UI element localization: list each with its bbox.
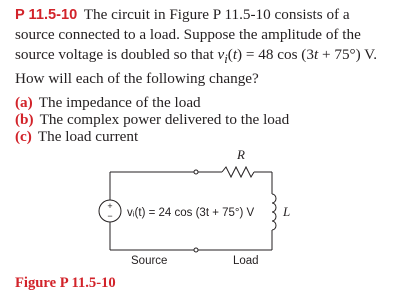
part-a <box>15 94 289 111</box>
problem-number: P 11.5-10 <box>15 7 78 23</box>
part-b <box>15 111 289 128</box>
source-caption: Source <box>131 255 168 267</box>
resistor-label: R <box>237 147 245 162</box>
part-c-text: The load current <box>37 128 139 146</box>
part-b-text: The complex power delivered to the load <box>39 111 290 129</box>
part-c-label: (c) <box>15 128 32 146</box>
problem-text-end: + 75°) V. How will each of the following change? <box>15 45 377 87</box>
problem-statement <box>15 5 387 88</box>
figure-caption <box>15 275 116 292</box>
paren-open: ( <box>227 45 233 63</box>
part-a-label: (a) <box>15 94 33 111</box>
inductor-label: L <box>283 204 291 219</box>
inductor-symbol <box>272 194 276 230</box>
terminal-bottom <box>194 248 198 252</box>
time-variable-2: t <box>313 45 319 63</box>
source-expression: vᵢ(t) = 24 cos (3t + 75°) V <box>127 207 255 219</box>
part-c <box>15 128 289 145</box>
load-caption: Load <box>233 255 259 267</box>
resistor-symbol <box>222 167 254 177</box>
part-b-label: (b) <box>15 111 34 129</box>
source-voltage-symbol: v <box>217 45 225 63</box>
problem-text-1: The circuit in Figure P 11.5-10 consists of a source connected to a load. Suppose the amplitude of the source voltage is doubled so that <box>15 6 361 63</box>
question-parts <box>15 94 289 146</box>
time-variable: t <box>232 45 238 63</box>
source-voltage-subscript: i <box>224 51 228 66</box>
circuit-diagram <box>82 146 322 272</box>
source-minus-sign: − <box>107 211 113 221</box>
source-plus-sign: + <box>107 201 113 211</box>
part-a-text: The impedance of the load <box>38 94 201 111</box>
expression-middle: ) = 48 cos (3 <box>237 45 314 63</box>
terminal-top <box>194 170 198 174</box>
figure-caption-text: Figure P 11.5-10 <box>15 275 116 291</box>
